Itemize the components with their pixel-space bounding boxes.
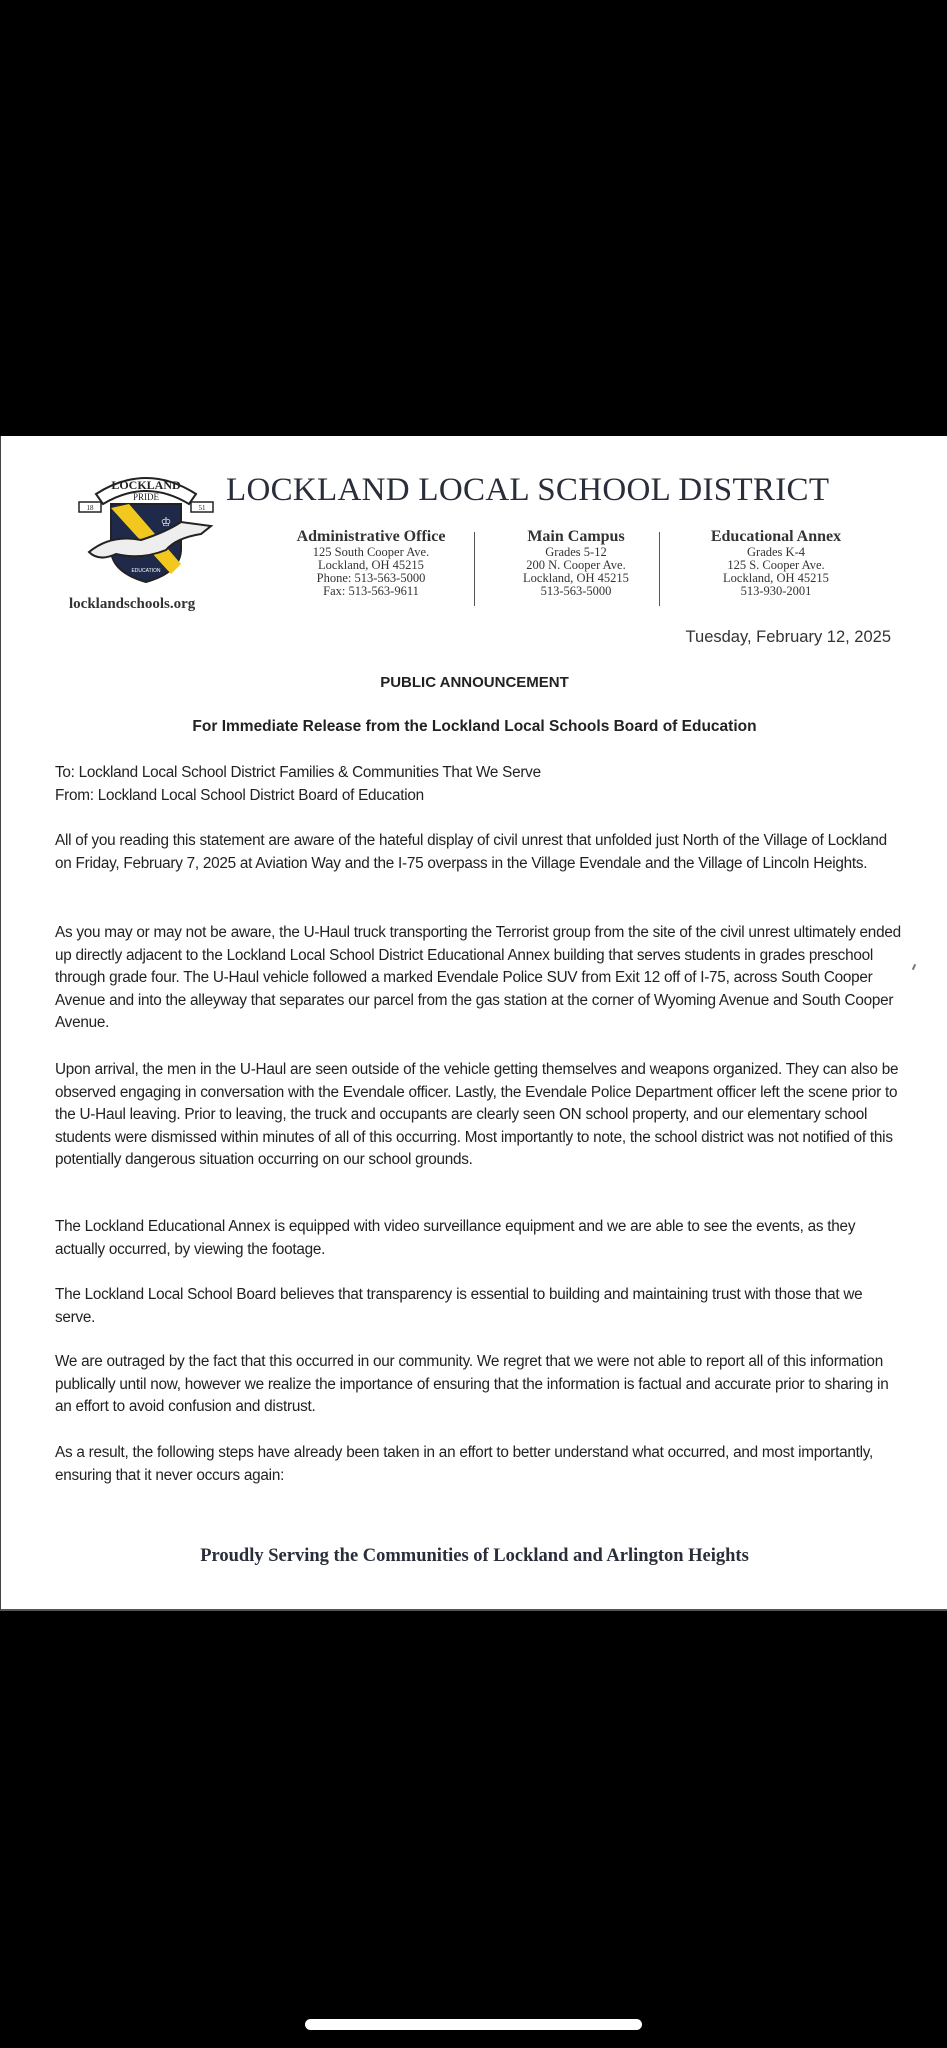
svg-text:EDUCATION: EDUCATION — [131, 568, 161, 574]
paragraph — [55, 830, 905, 875]
office-line: 125 S. Cooper Ave. — [727, 558, 825, 572]
paragraph-text: The Lockland Local School Board believes that transparency is essential to building and maintaining trust with those that we serve. — [55, 1286, 863, 1326]
district-website: locklandschools.org — [69, 596, 196, 612]
office-line: Fax: 513-563-9611 — [323, 584, 419, 598]
paragraph-text: All of you reading this statement are aware of the hateful display of civil unrest that unfolded just North of the Village of Lockland on Friday, February 7, 2025 at Aviation Way and the I-75 overpass in the Village Evendale and the Village of Lincoln Heights. — [55, 832, 887, 872]
office-line: 125 South Cooper Ave. — [312, 545, 430, 559]
svg-text:PRIDE: PRIDE — [132, 492, 160, 502]
announcement-subtitle: For Immediate Release from the Lockland Local Schools Board of Education — [192, 718, 757, 735]
paragraph-text: As you may or may not be aware, the U-Haul truck transporting the Terrorist group from the site of the civil unrest ultimately ended up directly adjacent to the Lockland Local School District Educational Annex building that serves students in grades preschool through grade four. The U-Haul vehicle followed a marked Evendale Police SUV from Exit 12 off of I-75, across South Cooper Avenue and into the alleyway that separates our parcel from the gas station at the corner of Wyoming Avenue and South Cooper Avenue. — [55, 924, 901, 1031]
footer-motto: Proudly Serving the Communities of Lockland and Arlington Heights — [200, 1546, 749, 1566]
office-line: 513-563-5000 — [540, 584, 612, 598]
office-main-campus — [471, 528, 681, 598]
to-line: To: Lockland Local School District Families & Communities That We Serve — [55, 764, 541, 781]
office-name: Main Campus — [527, 528, 625, 545]
office-name: Educational Annex — [710, 528, 842, 545]
district-name: LOCKLAND LOCAL SCHOOL DISTRICT — [226, 472, 830, 508]
paragraph-text: We are outraged by the fact that this occurred in our community. We regret that we were not able to report all of this information publically until now, however we realize the importance of ensuring that the information is factual and accurate prior to sharing in an effort to avoid confusion and distrust. — [55, 1353, 889, 1415]
office-line: Lockland, OH 45215 — [318, 558, 424, 572]
office-line: Lockland, OH 45215 — [723, 571, 829, 585]
district-logo — [71, 464, 221, 584]
letter-date: Tuesday, February 12, 2025 — [685, 628, 891, 646]
office-line: 200 N. Cooper Ave. — [526, 558, 626, 572]
office-line: Grades 5-12 — [545, 545, 607, 559]
office-line: 513-930-2001 — [740, 584, 812, 598]
announcement-title: PUBLIC ANNOUNCEMENT — [380, 674, 569, 691]
addressing-block — [55, 762, 905, 807]
paragraph-text: Upon arrival, the men in the U-Haul are seen outside of the vehicle getting themselves and weapons organized. They can also be observed engaging in conversation with the Evendale officer. Lastly, the Evendale Police Department officer left the scene prior to the U-Haul leaving. Prior to leaving, the truck and occupants are clearly seen ON school property, and our elementary school students were dismissed within minutes of all of this occurring. Most importantly to note, the school district was not notified of this potentially dangerous situation occurring on our school grounds. — [55, 1061, 899, 1168]
office-contacts — [271, 528, 911, 608]
paragraph — [55, 1351, 905, 1419]
office-line: Lockland, OH 45215 — [523, 571, 629, 585]
from-line: From: Lockland Local School District Board of Education — [55, 786, 424, 804]
office-educational-annex — [681, 528, 871, 598]
office-name: Administrative Office — [296, 528, 446, 545]
paragraph — [55, 1442, 905, 1487]
home-indicator[interactable] — [305, 2019, 642, 2030]
svg-text:18: 18 — [86, 504, 94, 512]
divider — [659, 532, 660, 606]
paragraph — [55, 1216, 905, 1261]
office-line: Phone: 513-563-5000 — [316, 571, 426, 585]
lockland-pride-crest-icon — [71, 464, 221, 584]
paragraph — [55, 1284, 905, 1329]
paragraph-text: The Lockland Educational Annex is equipped with video surveillance equipment and we are able to see the events, as they actually occurred, by viewing the footage. — [55, 1218, 856, 1258]
paragraph — [55, 922, 905, 1035]
letter-page — [0, 436, 947, 1611]
office-line: Grades K-4 — [747, 545, 805, 559]
scan-speck — [912, 964, 916, 970]
office-administrative — [271, 528, 471, 598]
svg-text:51: 51 — [198, 504, 206, 512]
svg-text:LOCKLAND: LOCKLAND — [111, 478, 181, 492]
paragraph — [55, 1059, 905, 1172]
svg-text:♔: ♔ — [160, 515, 172, 529]
paragraph-text: As a result, the following steps have already been taken in an effort to better understand what occurred, and most importantly, ensuring that it never occurs again: — [55, 1444, 873, 1484]
